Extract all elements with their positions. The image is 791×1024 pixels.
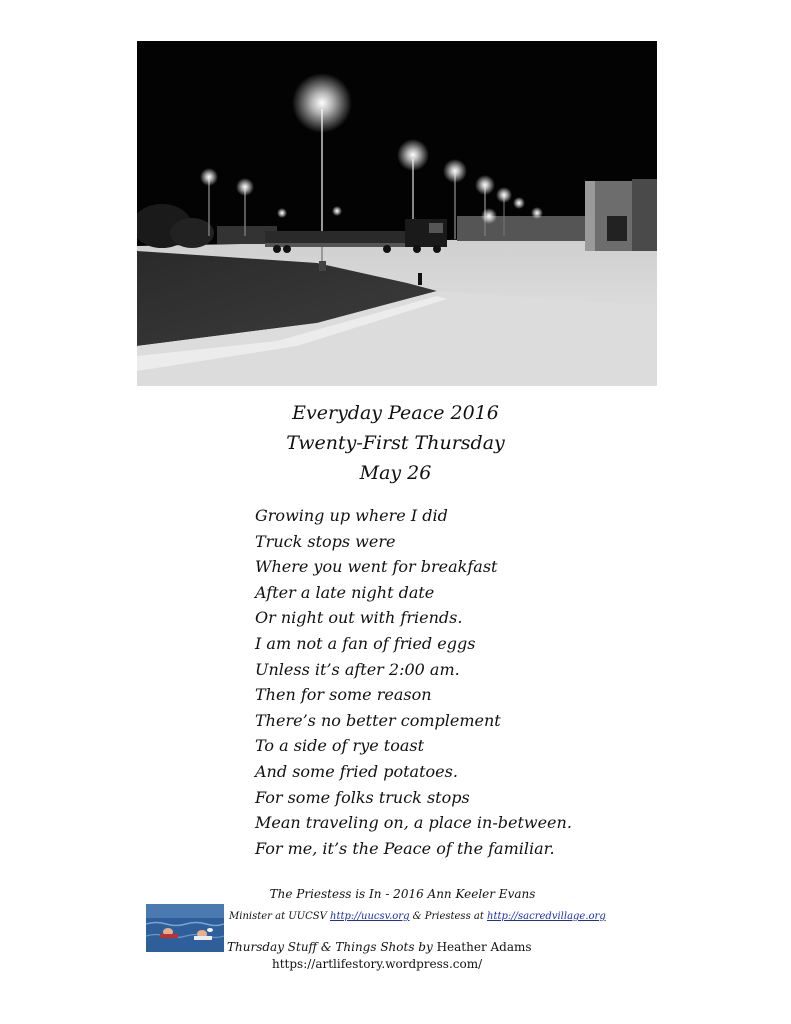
swimmers-thumbnail (146, 904, 224, 952)
poem-line: There’s no better complement (255, 710, 501, 730)
footer-affiliations (229, 911, 606, 922)
priestess-label: & Priestess at (409, 911, 488, 922)
page-date: May 26 (359, 462, 432, 484)
poem-line: To a side of rye toast (255, 736, 425, 756)
poem-line: Or night out with friends. (255, 608, 463, 628)
poem-line: For some folks truck stops (255, 787, 470, 807)
truck-stop-night-photo (137, 41, 657, 386)
photographer-url[interactable]: https://artlifestory.wordpress.com/ (272, 957, 483, 971)
poem-line: Mean traveling on, a place in-between. (255, 813, 572, 833)
minister-label: Minister at UUCSV (229, 911, 331, 922)
sacredvillage-link[interactable]: http://sacredvillage.org (487, 911, 606, 922)
poem-line: I am not a fan of fried eggs (255, 633, 476, 653)
photo-credit (227, 940, 532, 954)
uucsv-link[interactable]: http://uucsv.org (330, 911, 410, 922)
page-subtitle: Twenty-First Thursday (286, 432, 505, 454)
footer-credit: The Priestess is In - 2016 Ann Keeler Evans (269, 887, 536, 901)
poem-line: For me, it’s the Peace of the familiar. (255, 838, 555, 858)
poem-line: Truck stops were (255, 531, 396, 551)
photo-credit-label: Thursday Stuff & Things Shots by (227, 940, 437, 954)
poem-line: And some fried potatoes. (255, 761, 458, 781)
title-block (0, 398, 791, 488)
poem-line: Unless it’s after 2:00 am. (255, 659, 460, 679)
poem (255, 503, 675, 861)
poem-line: Then for some reason (255, 685, 432, 705)
poem-line: Where you went for breakfast (255, 557, 498, 577)
swimmers-illustration (146, 904, 224, 952)
truck-stop-night-illustration (137, 41, 657, 386)
page-title: Everyday Peace 2016 (292, 402, 499, 424)
poem-line: Growing up where I did (255, 506, 448, 525)
poem-line: After a late night date (255, 582, 435, 602)
photographer-name: Heather Adams (436, 940, 532, 954)
